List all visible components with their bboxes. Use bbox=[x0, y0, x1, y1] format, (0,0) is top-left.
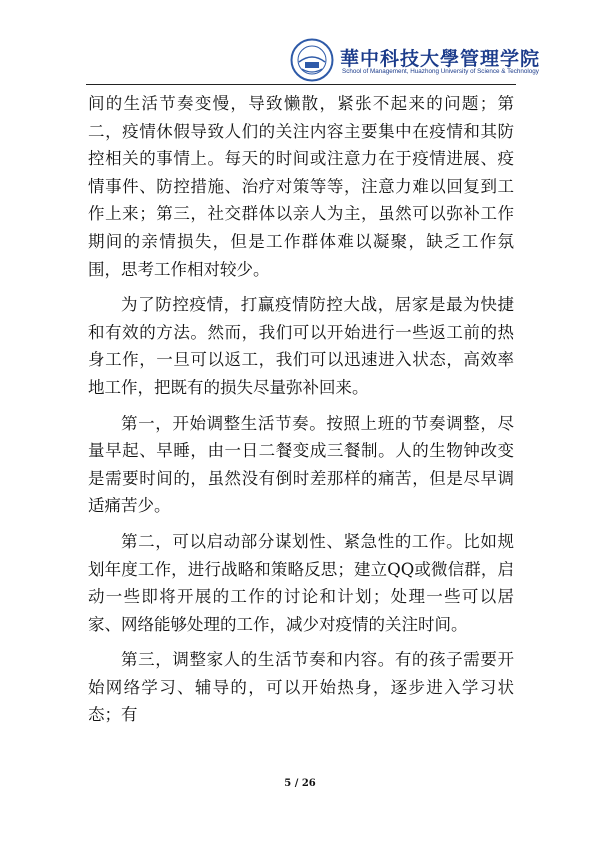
university-seal-icon bbox=[290, 38, 334, 82]
paragraph: 第二，可以启动部分谋划性、紧急性的工作。比如规划年度工作，进行战略和策略反思；建立QQ或微信群，启动一些即将开展的工作的讨论和计划；处理一些可以居家、网络能够处理的工作，减少对疫情的关注时间。 bbox=[88, 531, 514, 634]
paragraph: 为了防控疫情，打赢疫情防控大战，居家是最为快捷和有效的方法。然而，我们可以开始进行一些返工前的热身工作，一旦可以返工，我们可以迅速进入状态，高效率地工作，把既有的损失尽量弥补回来。 bbox=[88, 295, 514, 397]
page-number: 5 / 26 bbox=[284, 778, 316, 789]
school-subtitle: School of Management, Huazhong University of Science & Technology bbox=[342, 68, 539, 75]
document-body bbox=[88, 90, 514, 737]
paragraph: 第一，开始调整生活节奏。按照上班的节奏调整，尽量早起、早睡，由一日二餐变成三餐制。人的生物钟改变是需要时间的，虽然没有倒时差那样的痛苦，但是尽早调适痛苦少。 bbox=[88, 413, 514, 516]
paragraph: 第三，调整家人的生活节奏和内容。有的孩子需要开始网络学习、辅导的，可以开始热身，逐步进入学习状态；有 bbox=[88, 650, 514, 725]
school-name: 華中科技大學管理学院 bbox=[340, 48, 541, 70]
page-header bbox=[0, 0, 600, 90]
header-divider bbox=[86, 84, 516, 85]
paragraph: 间的生活节奏变慢，导致懒散，紧张不起来的问题；第二，疫情休假导致人们的关注内容主要集中在疫情和其防控相关的事情上。每天的时间或注意力在于疫情进展、疫情事件、防控措施、治疗对策等等，注意力难以回复到工作上来；第三，社交群体以亲人为主，虽然可以弥补工作期间的亲情损失，但是工作群体难以凝聚，缺乏工作氛围，思考工作相对较少。 bbox=[88, 94, 514, 279]
